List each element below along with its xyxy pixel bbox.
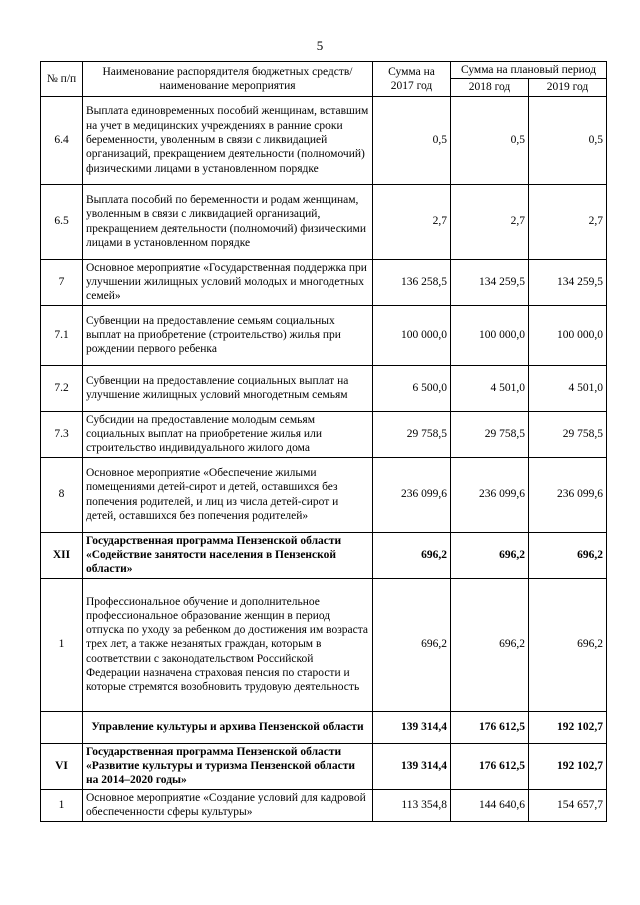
row-2018: 100 000,0: [451, 305, 529, 365]
table-row: [41, 96, 607, 184]
row-name: Выплата пособий по беременности и родам женщинам, уволенным в связи с ликвидацией организаций, прекращением деятельности (полномочий) физическими лицами в установленном порядке: [83, 184, 373, 259]
row-name: Государственная программа Пензенской области «Развитие культуры и туризма Пензенской области на 2014–2020 годы»: [83, 743, 373, 789]
row-num: 1: [41, 578, 83, 711]
row-num: 7.2: [41, 365, 83, 411]
row-2017: 100 000,0: [373, 305, 451, 365]
row-num: 7: [41, 259, 83, 305]
row-2019: 236 099,6: [529, 457, 607, 532]
row-num: 6.4: [41, 96, 83, 184]
row-2019: 4 501,0: [529, 365, 607, 411]
row-2017: 696,2: [373, 532, 451, 578]
row-2019: 0,5: [529, 96, 607, 184]
row-num: 7.1: [41, 305, 83, 365]
table-row: [41, 711, 607, 743]
header-row-top: [41, 62, 607, 79]
table-row: [41, 305, 607, 365]
header-2018: 2018 год: [451, 79, 529, 96]
row-name: Субвенции на предоставление семьям социальных выплат на приобретение (строительство) жилья при рождении первого ребенка: [83, 305, 373, 365]
table-row: [41, 411, 607, 457]
row-2019: 100 000,0: [529, 305, 607, 365]
table-row: [41, 743, 607, 789]
header-2017: Сумма на 2017 год: [373, 62, 451, 97]
header-name: Наименование распорядителя бюджетных средств/наименование мероприятия: [83, 62, 373, 97]
row-2018: 176 612,5: [451, 711, 529, 743]
row-2019: 2,7: [529, 184, 607, 259]
budget-table: [40, 61, 607, 822]
table-row: [41, 184, 607, 259]
row-name: Основное мероприятие «Обеспечение жилыми помещениями детей-сирот и детей, оставшихся без попечения родителей, и лиц из числа детей-сирот и детей, оставшихся без попечения родителей»: [83, 457, 373, 532]
row-2018: 29 758,5: [451, 411, 529, 457]
row-2018: 696,2: [451, 578, 529, 711]
row-name: Выплата единовременных пособий женщинам, вставшим на учет в медицинских учреждениях в ранние сроки беременности, уволенным в связи с ликвидацией организаций, прекращением деятельности (полномочий) физическими лицами в установленном порядке: [83, 96, 373, 184]
row-name: Государственная программа Пензенской области «Содействие занятости населения в Пензенской области»: [83, 532, 373, 578]
row-num: 6.5: [41, 184, 83, 259]
row-2017: 696,2: [373, 578, 451, 711]
row-num: 7.3: [41, 411, 83, 457]
row-num: 8: [41, 457, 83, 532]
row-num: [41, 711, 83, 743]
table-row: [41, 578, 607, 711]
row-2019: 192 102,7: [529, 711, 607, 743]
row-2017: 29 758,5: [373, 411, 451, 457]
row-2018: 144 640,6: [451, 789, 529, 821]
row-2017: 139 314,4: [373, 743, 451, 789]
row-2018: 696,2: [451, 532, 529, 578]
row-2018: 176 612,5: [451, 743, 529, 789]
header-num: № п/п: [41, 62, 83, 97]
row-2017: 113 354,8: [373, 789, 451, 821]
row-name: Профессиональное обучение и дополнительное профессиональное образование женщин в период отпуска по уходу за ребенком до достижения им возраста трех лет, а также незанятых граждан, которым в соответствии с законодательством Российской Федерации назначена страховая пенсия по старости и которые стремятся возобновить трудовую деятельность: [83, 578, 373, 711]
row-2017: 2,7: [373, 184, 451, 259]
row-2017: 139 314,4: [373, 711, 451, 743]
row-2018: 0,5: [451, 96, 529, 184]
header-2019: 2019 год: [529, 79, 607, 96]
row-name: Субвенции на предоставление социальных выплат на улучшение жилищных условий многодетным семьям: [83, 365, 373, 411]
row-2018: 2,7: [451, 184, 529, 259]
row-num: 1: [41, 789, 83, 821]
row-2019: 192 102,7: [529, 743, 607, 789]
row-2019: 154 657,7: [529, 789, 607, 821]
row-name: Субсидии на предоставление молодым семьям социальных выплат на приобретение жилья или строительство индивидуального жилого дома: [83, 411, 373, 457]
row-2019: 134 259,5: [529, 259, 607, 305]
table-row: [41, 457, 607, 532]
row-name: Основное мероприятие «Создание условий для кадровой обеспеченности сферы культуры»: [83, 789, 373, 821]
row-name: Основное мероприятие «Государственная поддержка при улучшении жилищных условий молодых и многодетных семей»: [83, 259, 373, 305]
row-2018: 4 501,0: [451, 365, 529, 411]
table-row: [41, 789, 607, 821]
row-2018: 134 259,5: [451, 259, 529, 305]
row-2017: 6 500,0: [373, 365, 451, 411]
row-num: XII: [41, 532, 83, 578]
header-plan-period: Сумма на плановый период: [451, 62, 607, 79]
row-num: VI: [41, 743, 83, 789]
row-2019: 696,2: [529, 532, 607, 578]
page-number: 5: [316, 38, 324, 53]
row-2019: 29 758,5: [529, 411, 607, 457]
row-2017: 0,5: [373, 96, 451, 184]
row-2017: 236 099,6: [373, 457, 451, 532]
row-2018: 236 099,6: [451, 457, 529, 532]
table-row: [41, 365, 607, 411]
table-row: [41, 259, 607, 305]
row-2017: 136 258,5: [373, 259, 451, 305]
row-2019: 696,2: [529, 578, 607, 711]
table-row: [41, 532, 607, 578]
row-name: Управление культуры и архива Пензенской области: [83, 711, 373, 743]
